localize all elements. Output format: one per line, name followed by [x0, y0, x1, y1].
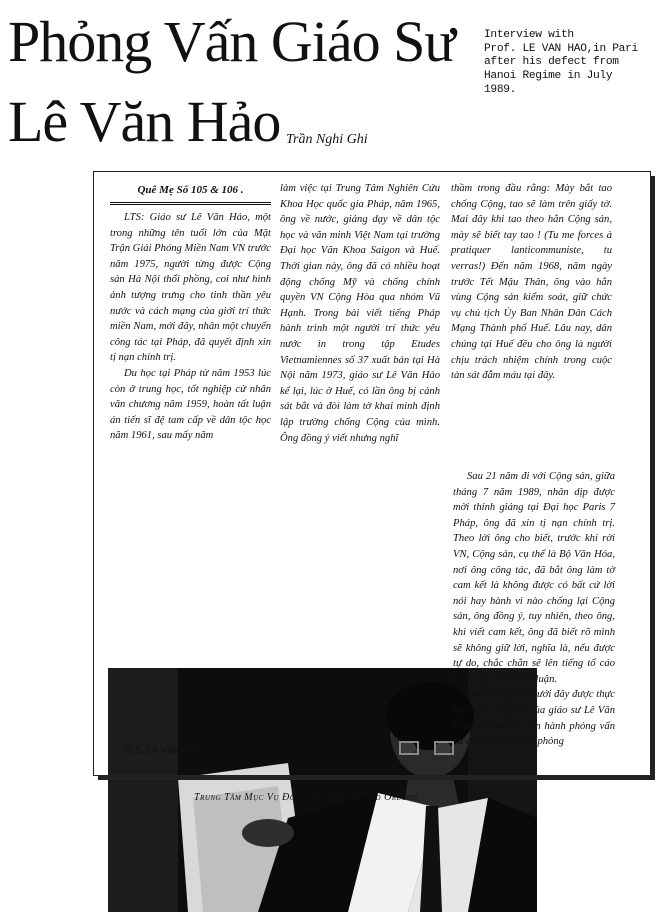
article-title-line1: Phỏng Vấn Giáo Sư: [8, 9, 455, 74]
article-title: [8, 9, 455, 154]
paragraph: Du học tại Pháp từ năm 1953 lúc còn ở trung học, tốt nghiệp cử nhân văn chương năm 1959, hoàn tất luận án tiến sĩ đệ tam cấp về dân tộc học năm 1961, sau mấy năm: [110, 367, 271, 442]
article-column-2: [280, 181, 440, 446]
frame-shadow-bottom: [98, 775, 655, 780]
article-title-line2: Lê Văn Hảo: [8, 89, 281, 154]
paragraph: Bài phỏng vấn dưới đây được thực hiện với sự gợi ý của giáo sư Lê Văn Hảo. Chúng tôi tiến hành phỏng vấn và cho đăng tải bài phỏng: [453, 689, 615, 748]
paragraph: làm việc tại Trung Tâm Nghiên Cứu Khoa Học quốc gia Pháp, năm 1965, ông về nước, giảng dạy về dân tộc học và văn minh Việt Nam tại trường Đại học Văn Khoa Saigon và Huế. Thời gian này, ông đã có nhiều hoạt động chống Mỹ và chống chính quyền VN Cộng Hòa qua nhóm Vũ Hạnh. Trong bài viết tiếng Pháp hành trình một người trí thức yêu nước in trong tập Etudes Vietnamiennes số 37 xuất bản tại Hà Nội năm 1973, giáo sư Lê Văn Hảo kể lại, lúc ở Huế, có lần ông bị cảnh sát bắt và đòi làm tờ khai minh định lập trường chống Cộng của mình. Ông đồng ý viết nhưng nghĩ: [280, 183, 440, 444]
author-byline: Trần Nghi Ghi: [286, 132, 368, 147]
page-footer: Trung Tâm Mục Vụ Đông Nam Á Portland Oregon: [194, 792, 418, 803]
article-column-1: [110, 210, 271, 444]
photo-caption: G.S. Lê Văn Hảo: [124, 745, 200, 756]
paragraph: LTS: Giáo sư Lê Văn Hảo, một trong những tên tuổi lớn của Mặt Trận Giải Phóng Miền Nam VN trước năm 1975, người từng được Cộng sản Hà Nội thổi phồng, coi như hình ảnh tượng trưng cho tinh thần yêu nước và cách mạng của giới trí thức miền Nam, mới đây, nhân một chuyến công tác tại Pháp, đã quyết định xin tị nạn chính trị.: [110, 212, 271, 364]
article-column-3: [451, 181, 612, 384]
paragraph: Sau 21 năm đi với Cộng sản, giữa tháng 7 năm 1989, nhân dịp được mời thỉnh giảng tại Đại học Paris 7 Pháp, ông đã xin tị nạn chính trị. Theo lời ông cho biết, trước khi rời VN, Cộng sản, cụ thể là Bộ Văn Hóa, nơi ông công tác, đã bắt ông làm tờ cam kết là không được có bất cứ lời nói hay hành vi nào chống lại Cộng sản, ông đồng ý, tuy nhiên, theo ông, khi viết cam kết, ông đã biết rõ mình sẽ không giữ lời, nghĩa là, nếu được tự do, chắc chắn sẽ lên tiếng tố cáo Cộng sản trước dư luận.: [453, 471, 615, 685]
typed-annotation: Interview with Prof. LE VAN HAO,in Pari after his defect from Hanoi Regime in July 1989.: [484, 29, 638, 96]
issue-label: Quê Mẹ Số 105 & 106 .: [110, 184, 271, 205]
frame-shadow-right: [650, 176, 655, 780]
paragraph: thầm trong đầu rằng: Mày bắt tao chống Cộng, tao sẽ làm trên giấy tờ. Mai đây khi tao theo hẳn Cộng sản, mày sẽ biết tay tao ! (Tu me forces à pratiquer lanticommuniste, tu verras!) Đến năm 1968, năm ngày trước Tết Mậu Thân, ông vào hẳn vùng Cộng sản kiểm soát, giữ chức vụ chủ tịch Ủy Ban Nhân Dân Cách Mạng Thành phố Huế. Lâu nay, dân chúng tại Huế đều cho ông là người chịu trách nhiệm chính trong cuộc tàn sát đẫm máu tại đây.: [451, 183, 612, 382]
article-column-3-continued: [453, 469, 615, 750]
